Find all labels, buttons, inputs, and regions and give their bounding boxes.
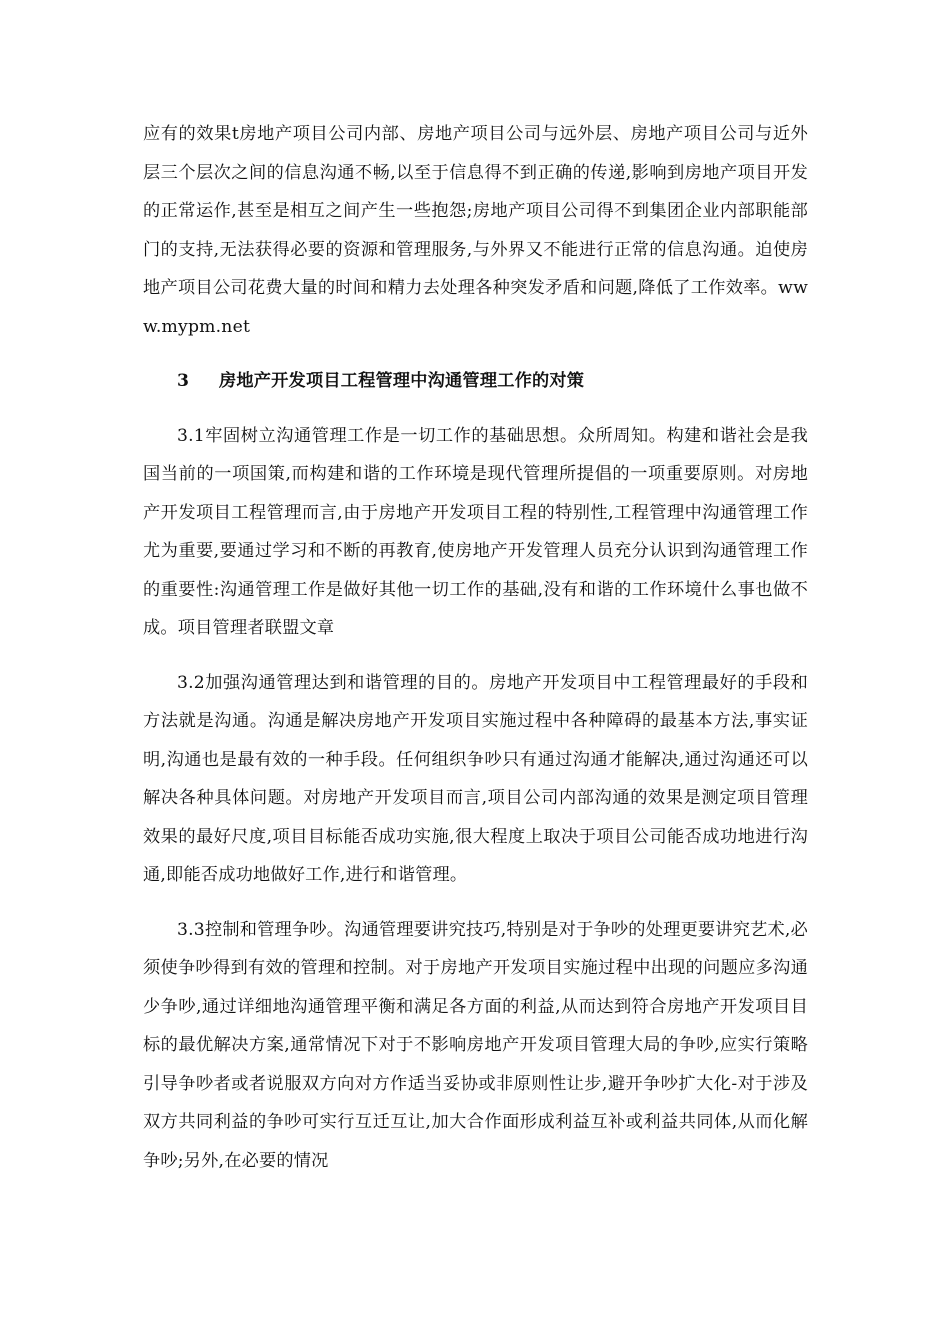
paragraph-gap <box>143 401 808 417</box>
section-number: 3 <box>177 371 190 391</box>
paragraph-gap <box>143 895 808 911</box>
paragraph-3-3: 3.3控制和管理争吵。沟通管理要讲究技巧,特别是对于争吵的处理更要讲究艺术,必须使争吵得到有效的管理和控制。对于房地产开发项目实施过程中出现的问题应多沟通少争吵,通过详细地沟通管理平衡和满足各方面的利益,从而达到符合房地产开发项目目标的最优解决方案,通常情况下对于不影响房地产开发项目管理大局的争吵,应实行策略引导争吵者或者说服双方向对方作适当妥协或非原则性让步,避开争吵扩大化-对于涉及双方共同利益的争吵可实行互迁互让,加大合作面形成利益互补或利益共同体,从而化解争吵;另外,在必要的情况 <box>143 919 808 1171</box>
paragraph-3-1: 3.1牢固树立沟通管理工作是一切工作的基础思想。众所周知。构建和谐社会是我国当前的一项国策,而构建和谐的工作环境是现代管理所提倡的一项重要原则。对房地产开发项目工程管理而言,由于房地产开发项目工程的特别性,工程管理中沟通管理工作尤为重要,要通过学习和不断的再教育,使房地产开发管理人员充分认识到沟通管理工作的重要性:沟通管理工作是做好其他一切工作的基础,没有和谐的工作环境什么事也做不成。项目管理者联盟文章 <box>143 425 808 638</box>
section-title: 房地产开发项目工程管理中沟通管理工作的对策 <box>219 371 585 391</box>
paragraph-gap <box>143 346 808 362</box>
paragraph-intro: 应有的效果t房地产项目公司内部、房地产项目公司与远外层、房地产项目公司与近外层三个层次之间的信息沟通不畅,以至于信息得不到正确的传递,影响到房地产项目开发的正常运作,甚至是相互之间产生一些抱怨;房地产项目公司得不到集团企业内部职能部门的支持,无法获得必要的资源和管理服务,与外界又不能进行正常的信息沟通。迫使房地产项目公司花费大量的时间和精力去处理各种突发矛盾和问题,降低了工作效率。www.mypm.net <box>143 124 808 337</box>
paragraph-gap <box>143 648 808 664</box>
document-page <box>143 115 808 1180</box>
paragraph-3-2: 3.2加强沟通管理达到和谐管理的目的。房地产开发项目中工程管理最好的手段和方法就是沟通。沟通是解决房地产开发项目实施过程中各种障碍的最基本方法,事实证明,沟通也是最有效的一种手段。任何组织争吵只有通过沟通才能解决,通过沟通还可以解决各种具体问题。对房地产开发项目而言,项目公司内部沟通的效果是测定项目管理效果的最好尺度,项目目标能否成功实施,很大程度上取决于项目公司能否成功地进行沟通,即能否成功地做好工作,进行和谐管理。 <box>143 672 808 885</box>
section-heading <box>143 362 808 401</box>
